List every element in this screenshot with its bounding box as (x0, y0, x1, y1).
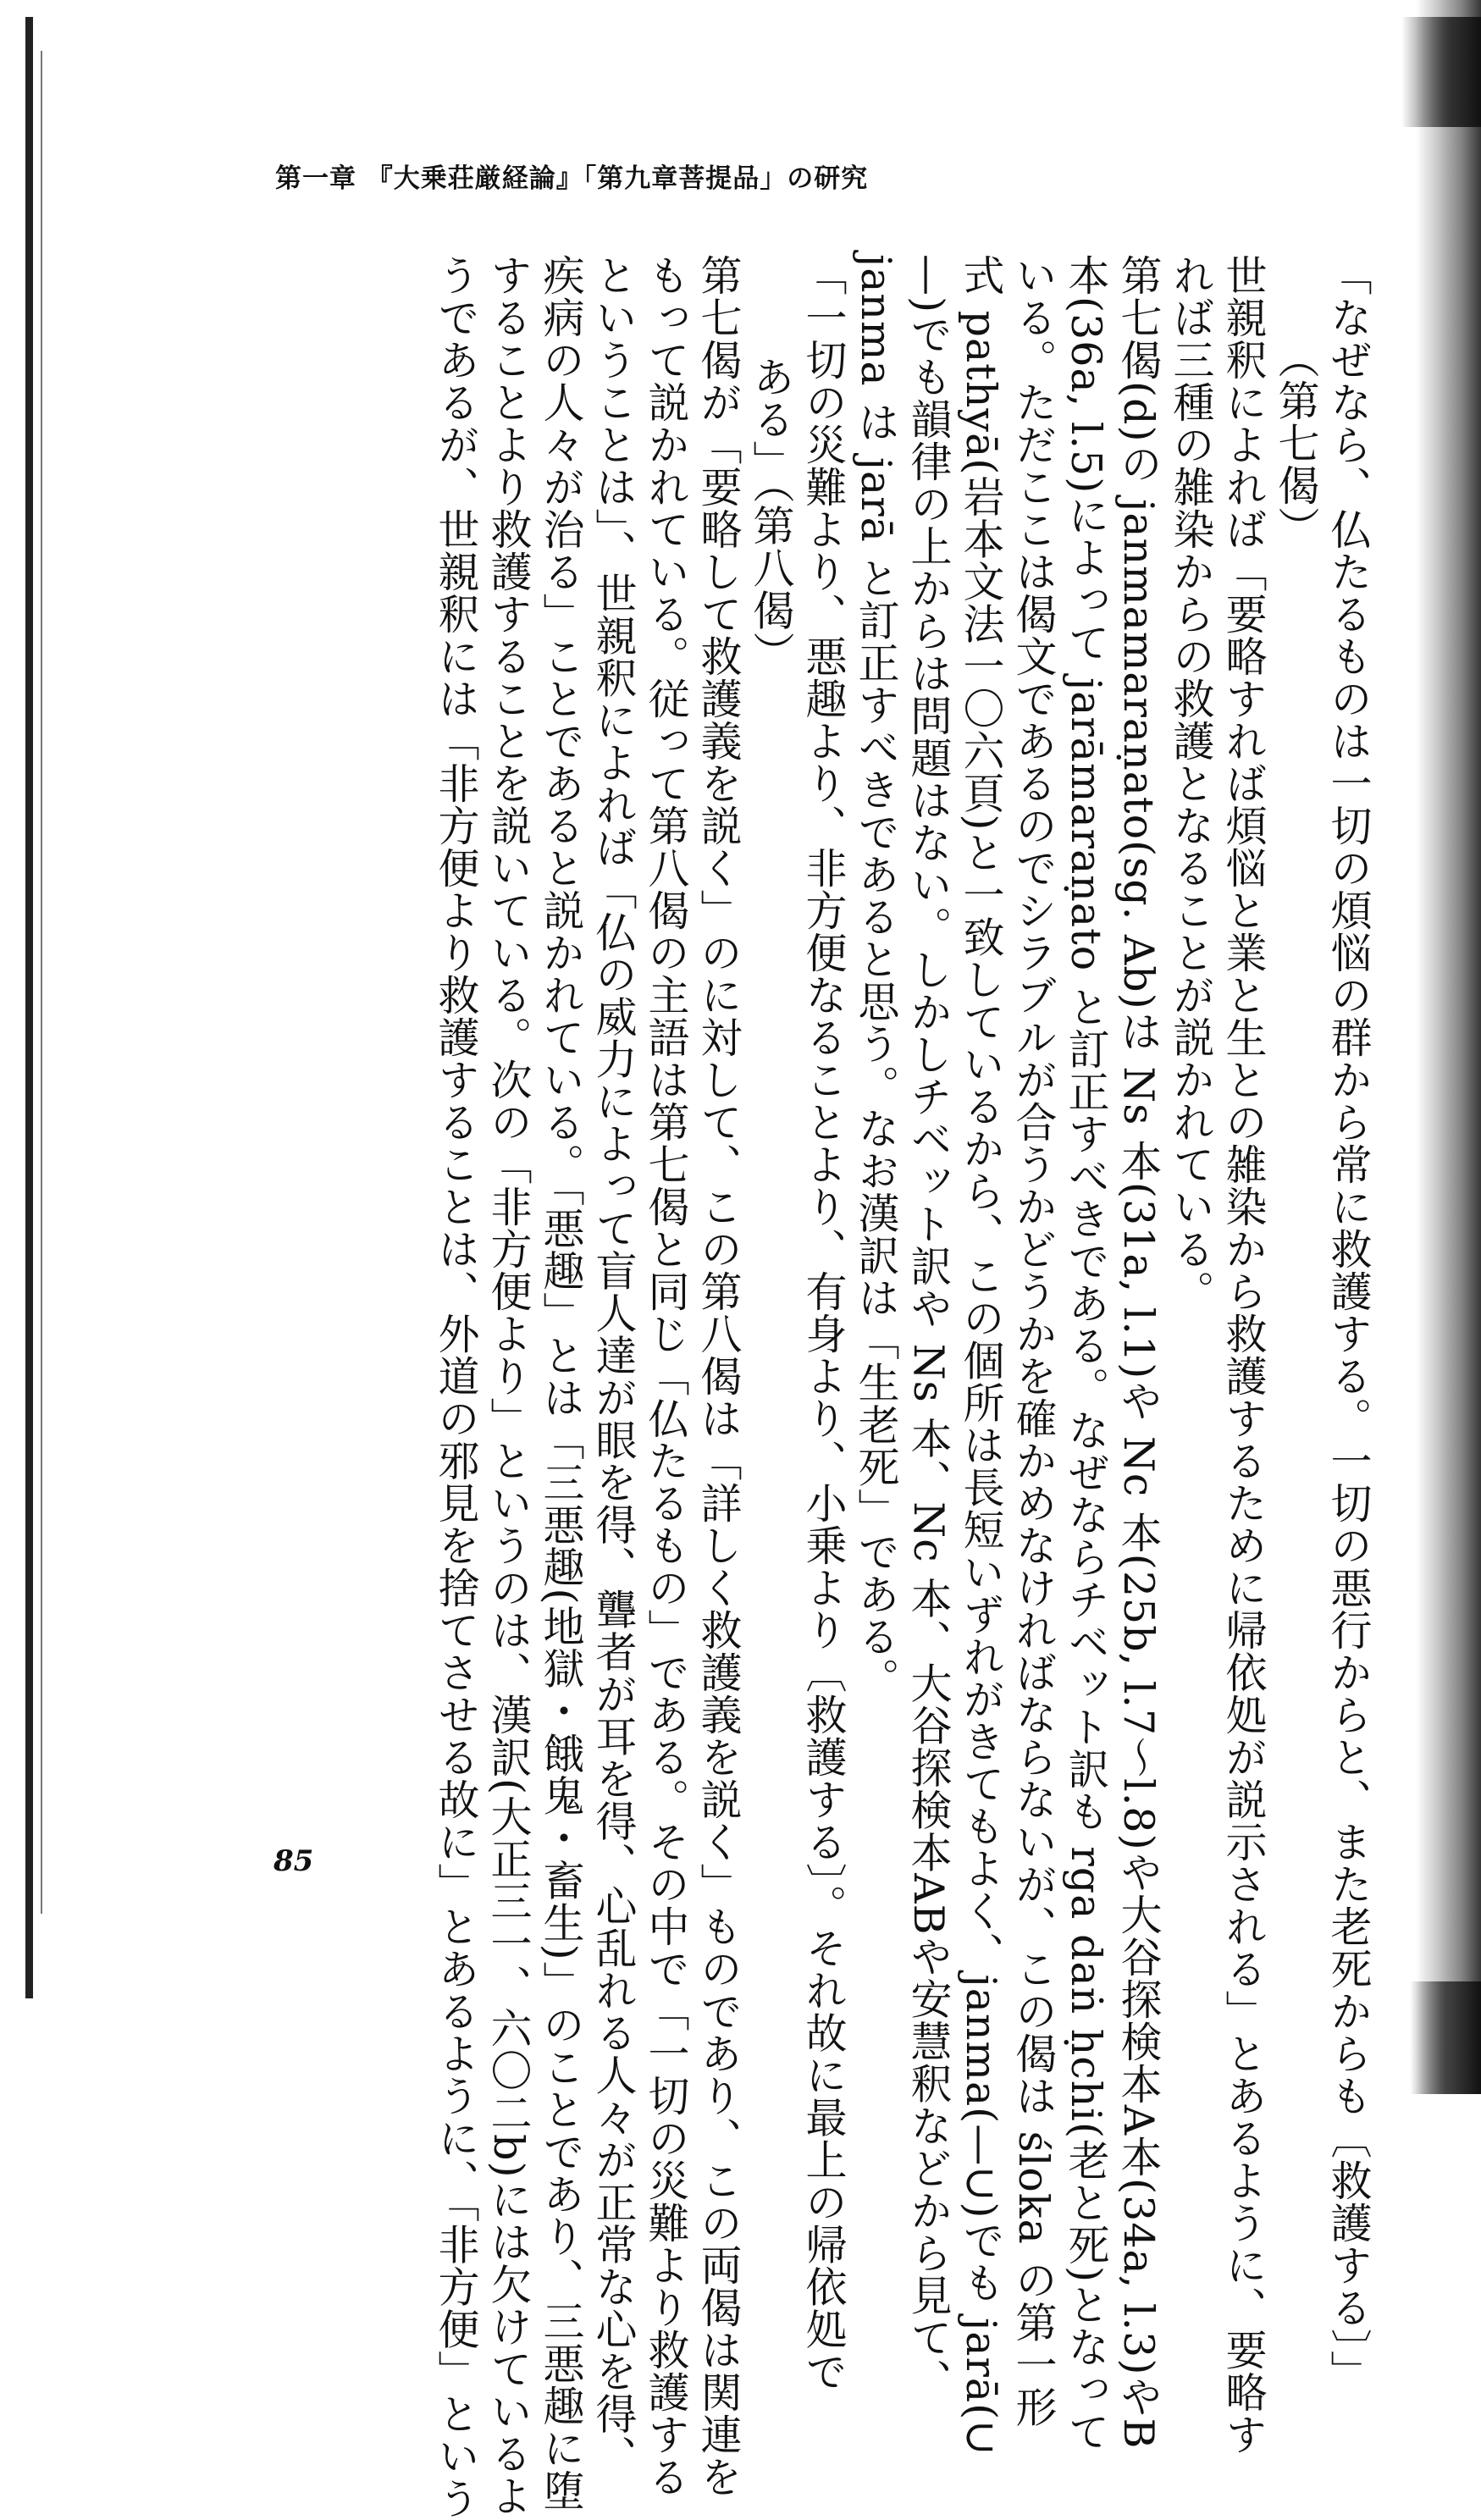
text-column: れば三種の雑染からの救護となることが説かれている。 (1167, 254, 1215, 1312)
text-column: janma は jarā と訂正すべきであると思う。なお漢訳は「生老死」である。 (852, 254, 900, 1700)
text-column: 第七偈(d)の janmamaraṇato(sg. Ab)は Ns 本(31a, l.1)や Nc 本(25b, l.7〜l.8)や大谷探検本A本(34a, l.3)やB (1114, 254, 1163, 2450)
text-column: いる。ただここは偈文であるのでシラブルが合うかどうかを確かめなければならないが、この偈は śloka の第一形 (1009, 254, 1058, 2429)
page-edge-shadow-bottom (1410, 1981, 1481, 2094)
page-edge-shadow-top (1401, 17, 1481, 127)
text-column: 本(36a, l.5)によって jarāmaraṇato と訂正すべきである。なぜならチベット訳も rga daṅ ḥchi(老と死)となって (1062, 254, 1110, 2453)
text-column: 世親釈によれば「要略すれば煩悩と業と生との雑染から救護するために帰依処が説示される」とあるように、要略す (1219, 254, 1268, 2456)
text-column: 第七偈が「要略して救護義を説く」のに対して、この第八偈は「詳しく救護義を説く」ものであり、この両偈は関連を (694, 254, 743, 2498)
page-edge-shadow (1416, 0, 1481, 2094)
text-column: 式 pathyā(岩本文法一〇六頁)と一致しているから、この個所は長短いずれがきてもよく、janma(—∪)でも jarā(∪ (957, 254, 1005, 2456)
text-column: 疾病の人々が治る」ことであると説かれている。「悪趣」とは「三悪趣(地獄・餓鬼・畜生)」のことであり、三悪趣に堕 (537, 254, 585, 2512)
text-column: もって説かれている。従って第八偈の主語は第七偈と同じ「仏たるもの」である。その中で「一切の災難より救護する (642, 254, 690, 2498)
text-column: —)でも韻律の上からは問題はない。しかしチベット訳や Ns 本、Nc 本、大谷探検本ABや安慧釈などから見て、 (904, 254, 953, 2401)
text-column: 「一切の災難より、悪趣より、非方便なることより、有身より、小乗より〔救護する〕。それ故に最上の帰依処で (799, 254, 848, 2393)
text-column: することより救護することを説いている。次の「非方便より」というのは、漢訳(大正三一、六〇二b)には欠けているよ (484, 254, 533, 2517)
page-number: 85 (274, 1844, 314, 1878)
text-column: うであるが、世親釈には「非方便より救護することは、外道の邪見を捨てさせる故に」とあるように、「非方便」という (432, 254, 480, 2520)
running-header: 第一章 『大乗荘厳経論』「第九章菩提品」の研究 (275, 163, 869, 194)
binding-edge-left-line (41, 51, 42, 1914)
text-column: ということは」、世親釈によれば「仏の威力によって盲人達が眼を得、聾者が耳を得、心乱れる人々が正常な心を得、 (589, 254, 638, 2478)
text-column: ある」（第八偈） (747, 356, 795, 674)
binding-edge-left (25, 17, 33, 1998)
text-column: 「なぜなら、仏たるものは一切の煩悩の群から常に救護する。一切の悪行からと、また老死からも〔救護する〕」 (1324, 254, 1373, 2393)
text-column: （第七偈） (1272, 337, 1320, 549)
